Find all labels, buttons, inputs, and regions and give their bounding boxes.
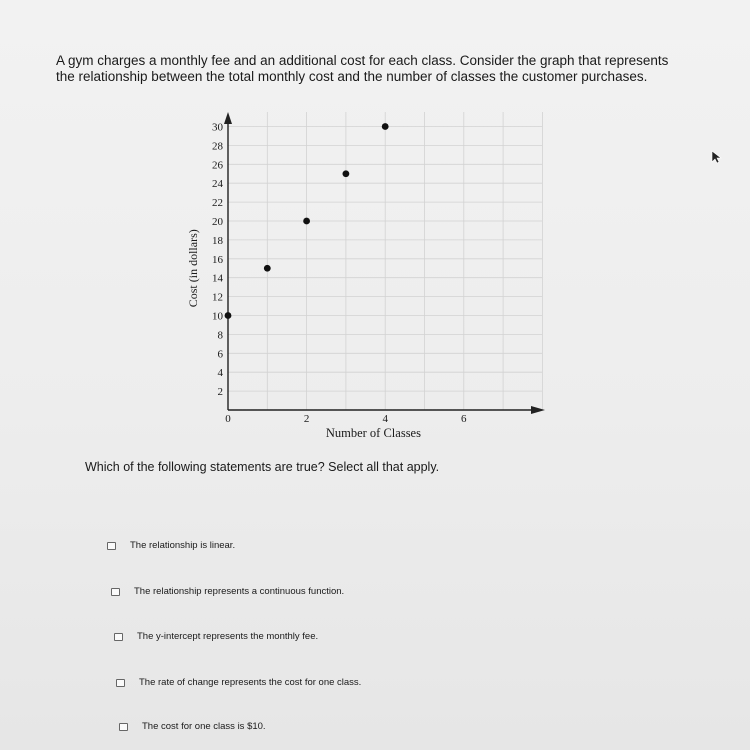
y-tick-label: 28: [212, 140, 223, 153]
data-point: [264, 265, 271, 272]
data-point: [303, 218, 310, 225]
option-1-label: The relationship is linear.: [130, 540, 236, 551]
data-point: [343, 170, 350, 177]
option-3-checkbox[interactable]: [114, 633, 123, 641]
x-tick-label: 2: [303, 413, 310, 425]
option-4-label: The rate of change represents the cost for one class.: [139, 677, 362, 688]
y-tick-label: 24: [212, 178, 223, 191]
option-5-checkbox[interactable]: [119, 723, 128, 731]
option-5[interactable]: [119, 721, 266, 732]
option-2[interactable]: [111, 586, 344, 597]
select-all-prompt: Which of the following statements are true? Select all that apply.: [85, 460, 440, 474]
x-tick-label: 4: [382, 413, 388, 425]
option-1[interactable]: [107, 540, 235, 551]
option-3-label: The y-intercept represents the monthly fee.: [137, 631, 319, 642]
y-tick-label: 10: [212, 310, 223, 323]
y-tick-label: 4: [217, 367, 223, 380]
option-5-label: The cost for one class is $10.: [142, 721, 266, 732]
x-tick-label: 0: [225, 413, 231, 425]
y-tick-label: 6: [217, 348, 223, 361]
option-1-checkbox[interactable]: [107, 542, 116, 550]
data-point: [382, 123, 389, 130]
y-tick-label: 2: [217, 386, 223, 399]
y-tick-label: 26: [212, 159, 223, 172]
y-tick-label: 20: [212, 216, 223, 228]
x-axis-arrow: [531, 406, 545, 414]
x-tick-label: 6: [461, 413, 467, 425]
option-4[interactable]: [116, 677, 361, 688]
option-4-checkbox[interactable]: [116, 679, 125, 687]
option-2-label: The relationship represents a continuous function.: [134, 586, 345, 597]
data-point: [225, 312, 232, 319]
y-axis-title: Cost (in dollars): [186, 229, 200, 308]
y-tick-label: 18: [212, 234, 223, 247]
y-tick-label: 22: [212, 197, 223, 210]
y-tick-label: 14: [212, 272, 223, 285]
option-2-checkbox[interactable]: [111, 588, 120, 596]
y-axis-arrow: [224, 112, 232, 124]
option-3[interactable]: [114, 631, 318, 642]
mouse-cursor-icon: [710, 150, 722, 164]
y-tick-label: 30: [212, 121, 223, 134]
y-tick-label: 8: [217, 329, 223, 342]
y-tick-label: 12: [212, 291, 223, 304]
y-tick-label: 16: [212, 253, 223, 266]
question-text: A gym charges a monthly fee and an additional cost for each class. Consider the graph that represents the relationship between the total monthly cost and the number of classes the customer purchases.: [56, 53, 669, 84]
x-axis-title: Number of Classes: [325, 426, 421, 440]
